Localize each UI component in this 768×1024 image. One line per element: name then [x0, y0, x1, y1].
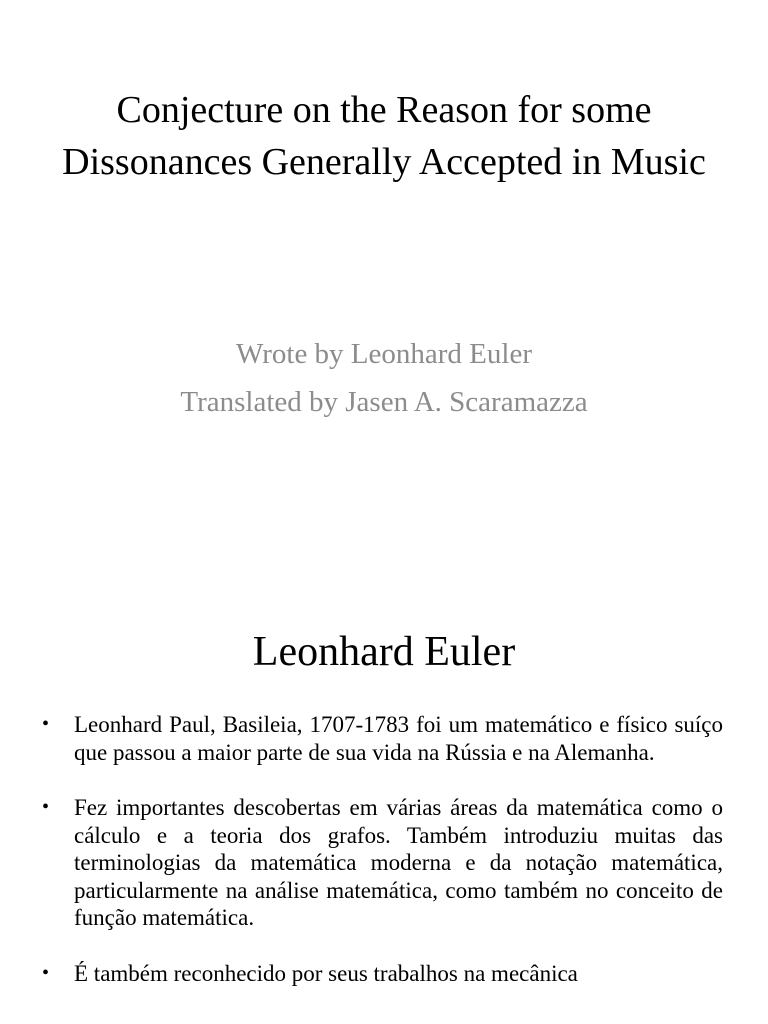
- bullet-list: [42, 711, 723, 1015]
- bullet-dot-icon: •: [42, 796, 50, 818]
- bullet-text: É também reconhecido por seus trabalhos na mecânica: [74, 960, 578, 986]
- bullet-dot-icon: •: [42, 961, 50, 984]
- bullet-item: [42, 711, 723, 766]
- bullet-item: [42, 794, 723, 932]
- bullet-dot-icon: •: [42, 713, 50, 735]
- bullet-text: Leonhard Paul, Basileia, 1707-1783 foi um matemático e físico suíço que passou a maior parte de sua vida na Rússia e na Alemanha.: [74, 712, 723, 765]
- author-line: Wrote by Leonhard Euler: [236, 338, 532, 370]
- slide-heading: Leonhard Euler: [252, 629, 516, 675]
- translator-line: Translated by Jasen A. Scaramazza: [180, 386, 588, 418]
- bullet-text: Fez importantes descobertas em várias áreas da matemática como o cálculo e a teoria dos grafos. Também introduziu muitas das terminologias da matemática moderna e da notação matemática, particularmente na análise matemática, como também no conceito de função matemática.: [74, 795, 723, 930]
- document-title: Conjecture on the Reason for some Dissonances Generally Accepted in Music: [62, 89, 706, 183]
- bullet-item: [42, 960, 723, 988]
- bio-slide: [0, 560, 768, 1024]
